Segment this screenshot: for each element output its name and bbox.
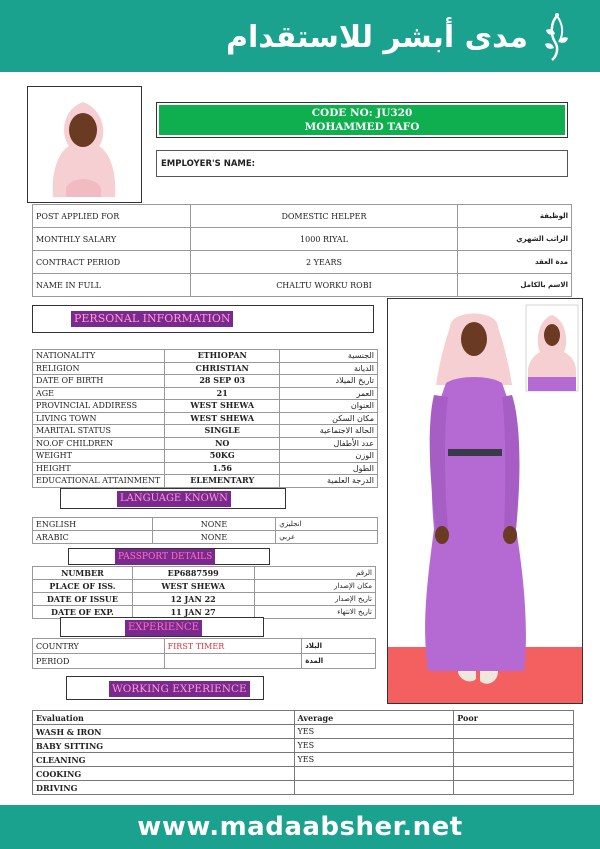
row-label-ar: عربي — [276, 531, 378, 544]
passport-heading — [68, 548, 270, 565]
table-row — [33, 350, 378, 363]
brand-logo-icon — [540, 12, 574, 62]
row-label-ar: مكان السكن — [280, 412, 378, 425]
employer-label: EMPLOYER'S NAME: — [161, 159, 256, 169]
row-value: 11 JAN 27 — [132, 606, 254, 619]
table-row — [33, 567, 376, 580]
row-label: NO.OF CHILDREN — [33, 437, 165, 450]
row-value: NO — [164, 437, 279, 450]
skill-label: BABY SITTING — [33, 739, 295, 753]
row-value: SINGLE — [164, 425, 279, 438]
row-label: MARITAL STATUS — [33, 425, 165, 438]
row-value: EP6887599 — [132, 567, 254, 580]
table-row — [33, 425, 378, 438]
row-label-ar: عدد الأطفال — [280, 437, 378, 450]
row-label-ar: تاريخ الانتهاء — [254, 606, 376, 619]
row-label-ar: مدة العقد — [458, 251, 572, 274]
table-header-row — [33, 711, 574, 725]
row-label: WEIGHT — [33, 450, 165, 463]
column-header: Average — [294, 711, 454, 725]
row-label-ar: العنوان — [280, 400, 378, 413]
row-label-ar: الوزن — [280, 450, 378, 463]
row-value: 28 SEP 03 — [164, 375, 279, 388]
row-label-ar: الاسم بالكامل — [458, 274, 572, 297]
section-title: EXPERIENCE — [125, 620, 202, 636]
agent-name: MOHAMMED TAFO — [304, 121, 420, 133]
row-value: CHALTU WORKU ROBI — [190, 274, 457, 297]
working-experience-heading — [66, 676, 264, 700]
portrait-image — [31, 90, 136, 197]
row-value: FIRST TIMER — [164, 639, 302, 654]
row-label: HEIGHT — [33, 462, 165, 475]
poor-value — [454, 725, 574, 739]
section-title: LANGUAGE KNOWN — [117, 491, 231, 507]
experience-table — [32, 638, 376, 669]
row-label: POST APPLIED FOR — [33, 205, 191, 228]
table-row — [33, 437, 378, 450]
table-row — [33, 781, 574, 795]
row-label-ar: الوظيفة — [458, 205, 572, 228]
row-label: NATIONALITY — [33, 350, 165, 363]
personal-info-table — [32, 349, 378, 488]
job-table — [32, 204, 572, 297]
row-label: DATE OF ISSUE — [33, 593, 133, 606]
row-value: 12 JAN 22 — [132, 593, 254, 606]
row-label-ar: تاريخ الإصدار — [254, 593, 376, 606]
row-value: 50KG — [164, 450, 279, 463]
row-label-ar: انجليزي — [276, 518, 378, 531]
row-label: EDUCATIONAL ATTAINMENT — [33, 475, 165, 488]
row-label: PERIOD — [33, 654, 165, 669]
poor-value — [454, 781, 574, 795]
table-row — [33, 412, 378, 425]
row-label: AGE — [33, 387, 165, 400]
row-value: WEST SHEWA — [132, 580, 254, 593]
table-row — [33, 767, 574, 781]
row-label: COUNTRY — [33, 639, 165, 654]
skill-label: WASH & IRON — [33, 725, 295, 739]
column-header: Evaluation — [33, 711, 295, 725]
average-value — [294, 781, 454, 795]
table-row — [33, 739, 574, 753]
table-row — [33, 531, 378, 544]
column-header: Poor — [454, 711, 574, 725]
experience-heading — [60, 617, 264, 637]
language-table — [32, 517, 378, 544]
table-row — [33, 274, 572, 297]
row-value: 1.56 — [164, 462, 279, 475]
row-label-ar: الدرجة العلمية — [280, 475, 378, 488]
row-label-ar: الديانة — [280, 362, 378, 375]
row-label-ar: الحالة الاجتماعية — [280, 425, 378, 438]
section-title: PASSPORT DETAILS — [115, 549, 215, 565]
row-value: 1000 RIYAL — [190, 228, 457, 251]
row-value: DOMESTIC HELPER — [190, 205, 457, 228]
row-value: ETHIOPAN — [164, 350, 279, 363]
row-value: 2 YEARS — [190, 251, 457, 274]
website-link[interactable]: www.madaabsher.net — [137, 812, 463, 842]
row-value: NONE — [152, 531, 276, 544]
table-row — [33, 593, 376, 606]
row-label-ar: العمر — [280, 387, 378, 400]
row-label-ar: مكان الإصدار — [254, 580, 376, 593]
row-value: ELEMENTARY — [164, 475, 279, 488]
row-label-ar: الرقم — [254, 567, 376, 580]
row-label: DATE OF BIRTH — [33, 375, 165, 388]
table-row — [33, 725, 574, 739]
row-label: LIVING TOWN — [33, 412, 165, 425]
row-label: PLACE OF ISS. — [33, 580, 133, 593]
full-body-photo — [387, 298, 583, 704]
passport-table — [32, 566, 376, 619]
row-label: MONTHLY SALARY — [33, 228, 191, 251]
row-label-ar: الراتب الشهري — [458, 228, 572, 251]
table-row — [33, 400, 378, 413]
header-banner — [0, 0, 600, 72]
section-title: WORKING EXPERIENCE — [109, 681, 250, 697]
row-value — [164, 654, 302, 669]
row-value: WEST SHEWA — [164, 400, 279, 413]
average-value: YES — [294, 725, 454, 739]
skill-label: DRIVING — [33, 781, 295, 795]
table-row — [33, 475, 378, 488]
row-label: RELIGION — [33, 362, 165, 375]
full-body-image — [388, 299, 582, 703]
average-value: YES — [294, 739, 454, 753]
table-row — [33, 205, 572, 228]
row-label-ar: الطول — [280, 462, 378, 475]
table-row — [33, 251, 572, 274]
table-row — [33, 450, 378, 463]
working-experience-table — [32, 710, 574, 795]
passport-photo — [27, 86, 142, 203]
skill-label: COOKING — [33, 767, 295, 781]
row-label: ENGLISH — [33, 518, 153, 531]
table-row — [33, 753, 574, 767]
code-box — [156, 102, 568, 138]
average-value — [294, 767, 454, 781]
row-label: CONTRACT PERIOD — [33, 251, 191, 274]
row-label: ARABIC — [33, 531, 153, 544]
language-heading — [60, 488, 286, 509]
code-number: CODE NO: JU320 — [311, 107, 413, 119]
row-value: NONE — [152, 518, 276, 531]
row-label-ar: تاريخ الميلاد — [280, 375, 378, 388]
table-row — [33, 580, 376, 593]
row-label-ar: البلاد — [302, 639, 376, 654]
row-value: WEST SHEWA — [164, 412, 279, 425]
table-row — [33, 654, 376, 669]
table-row — [33, 228, 572, 251]
personal-info-heading — [32, 305, 374, 333]
row-label-ar: الجنسية — [280, 350, 378, 363]
footer-banner — [0, 805, 600, 849]
section-title: PERSONAL INFORMATION — [71, 311, 233, 327]
poor-value — [454, 739, 574, 753]
table-row — [33, 375, 378, 388]
row-value: 21 — [164, 387, 279, 400]
table-row — [33, 639, 376, 654]
brand — [226, 12, 574, 62]
poor-value — [454, 767, 574, 781]
row-label: PROVINCIAL ADDIRESS — [33, 400, 165, 413]
brand-name: مدى أبشر للاستقدام — [225, 19, 528, 55]
row-label: NAME IN FULL — [33, 274, 191, 297]
skill-label: CLEANING — [33, 753, 295, 767]
poor-value — [454, 753, 574, 767]
table-row — [33, 362, 378, 375]
row-label: NUMBER — [33, 567, 133, 580]
row-value: CHRISTIAN — [164, 362, 279, 375]
table-row — [33, 462, 378, 475]
average-value: YES — [294, 753, 454, 767]
table-row — [33, 387, 378, 400]
table-row — [33, 518, 378, 531]
employer-name-field — [156, 150, 568, 177]
code-banner — [159, 105, 565, 135]
row-label-ar: المدة — [302, 654, 376, 669]
row-label: DATE OF EXP. — [33, 606, 133, 619]
